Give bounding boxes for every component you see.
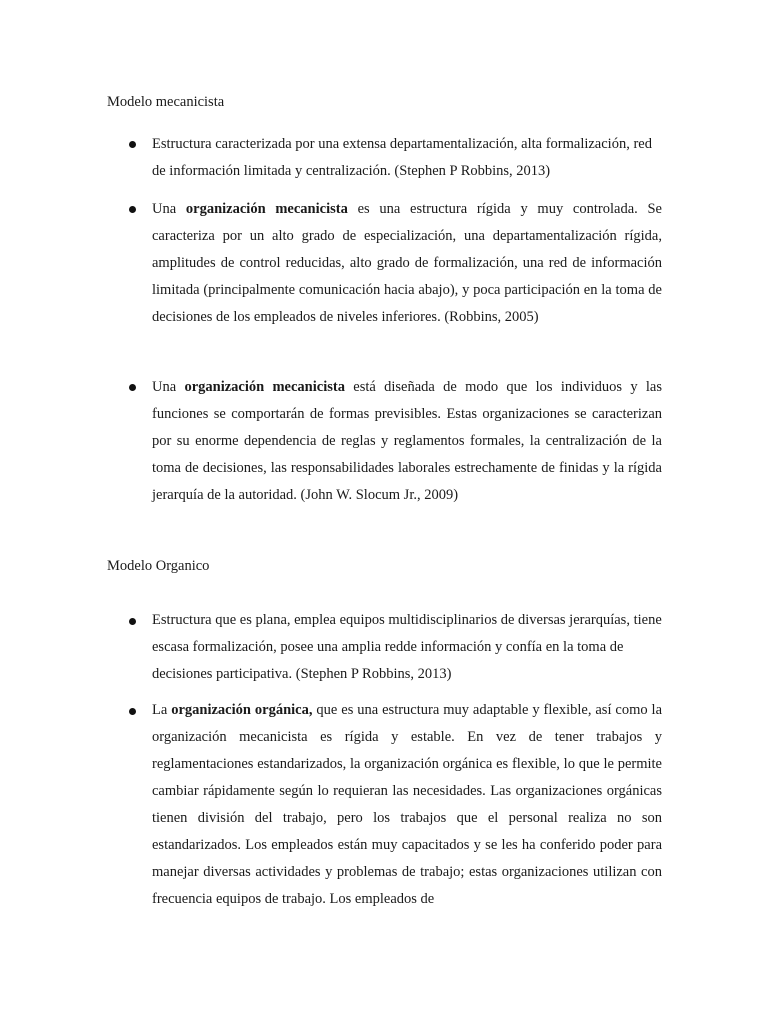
paragraph-text: Estructura caracterizada por una extensa departamentalización, alta formalización, red de información limitada y centralización. (Stephen P Robbins, 2013) xyxy=(152,136,652,179)
paragraph-organico-2 xyxy=(152,697,662,913)
paragraph-organico-1 xyxy=(152,607,662,688)
bold-term: organización mecanicista xyxy=(184,379,345,395)
bullet-marker xyxy=(129,618,136,625)
bullet-marker xyxy=(129,384,136,391)
paragraph-prefix: La xyxy=(152,702,172,718)
paragraph-prefix: Una xyxy=(152,201,186,217)
paragraph-text: Estructura que es plana, emplea equipos multidisciplinarios de diversas jerarquías, tiene escasa formalización, posee una amplia redde información y confía en la toma de decisiones participativa. (Stephen P Robbins, 2013) xyxy=(152,612,662,682)
paragraph-text: está diseñada de modo que los individuos y las funciones se comportarán de formas previsibles. Estas organizaciones se caracterizan por su enorme dependencia de reglas y reglamentos formales, la centralización de la toma de decisiones, las responsabilidades laborales estrechamente de finidas y la rígida jerarquía de la autoridad. (John W. Slocum Jr., 2009) xyxy=(152,379,662,503)
paragraph-prefix: Una xyxy=(152,379,185,395)
bold-term: organización mecanicista xyxy=(185,201,348,217)
paragraph-mecanicista-3 xyxy=(152,374,662,509)
paragraph-mecanicista-1 xyxy=(152,131,662,185)
bullet-marker xyxy=(129,206,136,213)
bullet-marker xyxy=(129,708,136,715)
paragraph-mecanicista-2 xyxy=(152,196,662,331)
section-heading-organico: Modelo Organico xyxy=(107,558,210,574)
bullet-marker xyxy=(129,141,136,148)
paragraph-text: es una estructura rígida y muy controlada. Se caracteriza por un alto grado de especialización, una departamentalización rígida, amplitudes de control reducidas, alto grado de formalización, una red de información limitada (principalmente comunicación hacia abajo), y poca participación en la toma de decisiones de los empleados de niveles inferiores. (Robbins, 2005) xyxy=(152,201,662,325)
bold-term: organización orgánica, xyxy=(171,702,313,718)
paragraph-text: que es una estructura muy adaptable y flexible, así como la organización mecanicista es rígida y estable. En vez de tener trabajos y reglamentaciones estandarizados, la organización orgánica es flexible, lo que le permite cambiar rápidamente según lo requieran las necesidades. Las organizaciones orgánicas tienen división del trabajo, pero los trabajos que el personal realiza no son estandarizados. Los empleados están muy capacitados y se les ha conferido poder para manejar diversas actividades y problemas de trabajo; estas organizaciones utilizan con frecuencia equipos de trabajo. Los empleados de xyxy=(152,702,663,907)
section-heading-mecanicista: Modelo mecanicista xyxy=(107,94,225,110)
